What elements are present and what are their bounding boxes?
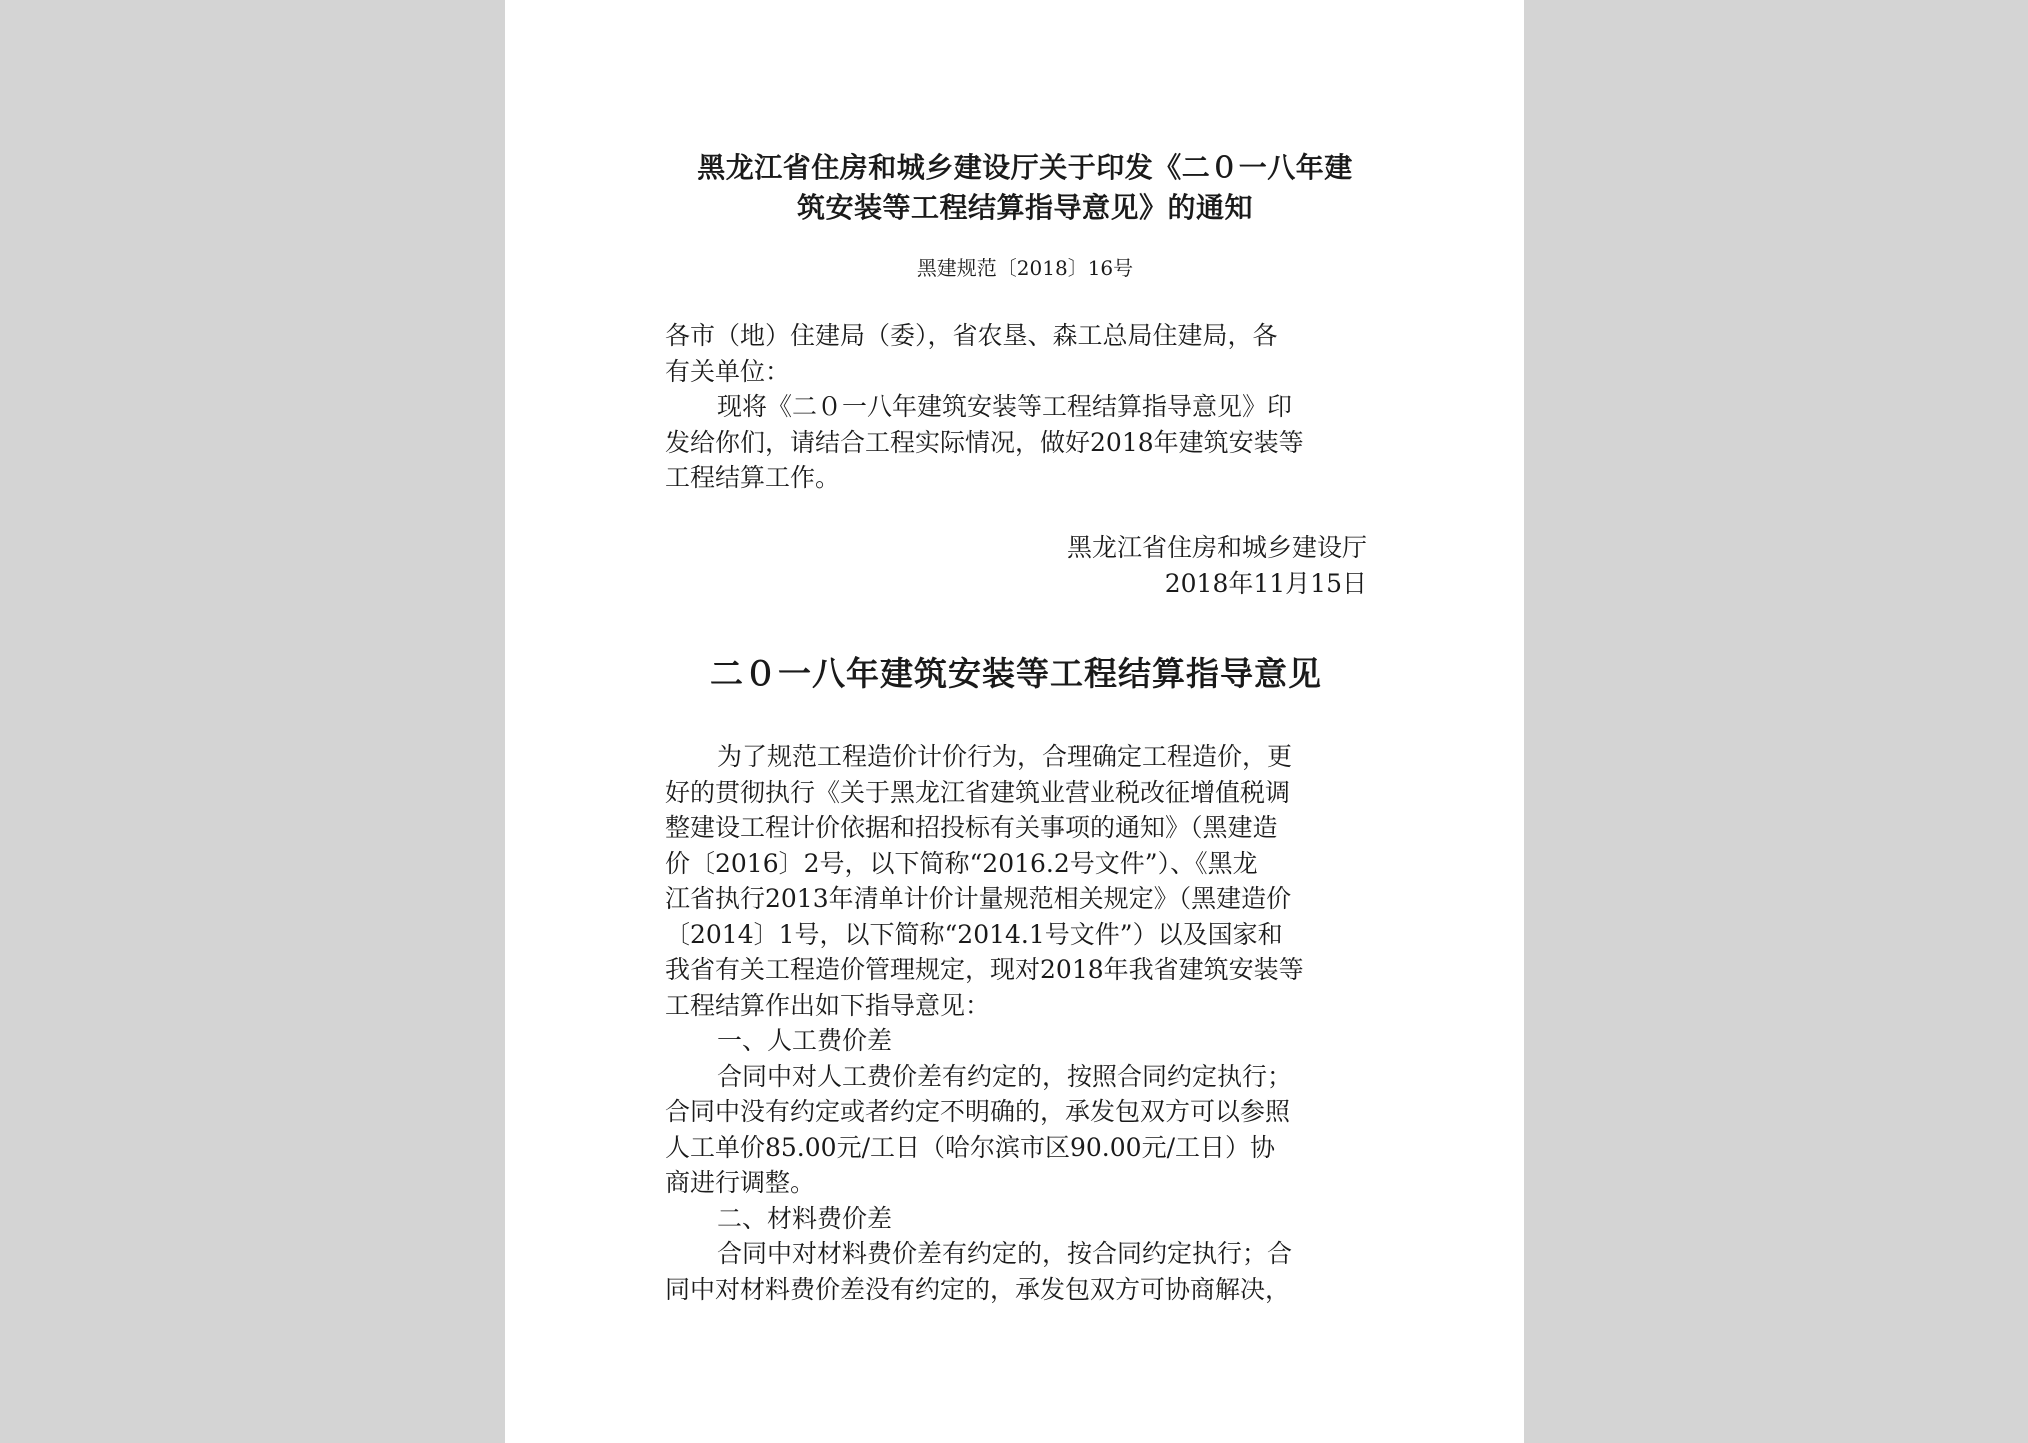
section-heading: 二、材料费价差	[717, 1203, 893, 1233]
body-line: 江省执行2013年清单计价计量规范相关规定》（黑建造价	[665, 884, 1292, 913]
notice-body	[665, 318, 1367, 496]
body-line: 价〔2016〕2号，以下简称“2016.2号文件”）、《黑龙	[665, 848, 1258, 878]
body-line: 同中对材料费价差没有约定的，承发包双方可协商解决，	[665, 1274, 1291, 1304]
addressee-line: 有关单位：	[665, 356, 791, 386]
body-line: 商进行调整。	[665, 1168, 816, 1197]
body-line: 工程结算工作。	[665, 463, 841, 492]
document-page	[505, 0, 1524, 1443]
opinion-body	[665, 739, 1367, 1307]
body-line: 为了规范工程造价计价行为，合理确定工程造价，更	[717, 742, 1293, 771]
body-line: 我省有关工程造价管理规定，现对2018年我省建筑安装等	[665, 955, 1304, 984]
addressee-line: 各市（地）住建局（委），省农垦、森工总局住建局，各	[665, 321, 1278, 350]
notice-title-line: 黑龙江省住房和城乡建设厅关于印发《二０一八年建	[697, 151, 1353, 184]
signature-block	[665, 530, 1367, 601]
body-line: 合同中对材料费价差有约定的，按合同约定执行；合	[717, 1239, 1293, 1268]
body-line: 好的贯彻执行《关于黑龙江省建筑业营业税改征增值税调	[665, 777, 1291, 807]
body-line: 工程结算作出如下指导意见：	[665, 990, 991, 1020]
notice-title-line: 筑安装等工程结算指导意见》的通知	[796, 191, 1253, 224]
section-heading: 一、人工费价差	[717, 1026, 893, 1055]
body-line: 整建设工程计价依据和招投标有关事项的通知》（黑建造	[665, 813, 1278, 842]
body-line: 人工单价85.00元/工日（哈尔滨市区90.00元/工日）协	[665, 1132, 1275, 1162]
body-line: 合同中对人工费价差有约定的，按照合同约定执行；	[717, 1061, 1293, 1091]
body-line: 现将《二０一八年建筑安装等工程结算指导意见》印	[717, 392, 1293, 421]
document-number: 黑建规范〔2018〕16号	[916, 256, 1134, 280]
body-line: 合同中没有约定或者约定不明确的，承发包双方可以参照	[665, 1097, 1291, 1126]
signing-organization: 黑龙江省住房和城乡建设厅	[1066, 533, 1367, 562]
notice-title	[665, 148, 1385, 228]
body-line: 发给你们，请结合工程实际情况，做好2018年建筑安装等	[665, 427, 1304, 457]
opinion-title: 二０一八年建筑安装等工程结算指导意见	[710, 654, 1322, 693]
signing-date: 2018年11月15日	[1164, 568, 1367, 598]
body-line: 〔2014〕1号，以下简称“2014.1号文件”）以及国家和	[665, 919, 1283, 949]
